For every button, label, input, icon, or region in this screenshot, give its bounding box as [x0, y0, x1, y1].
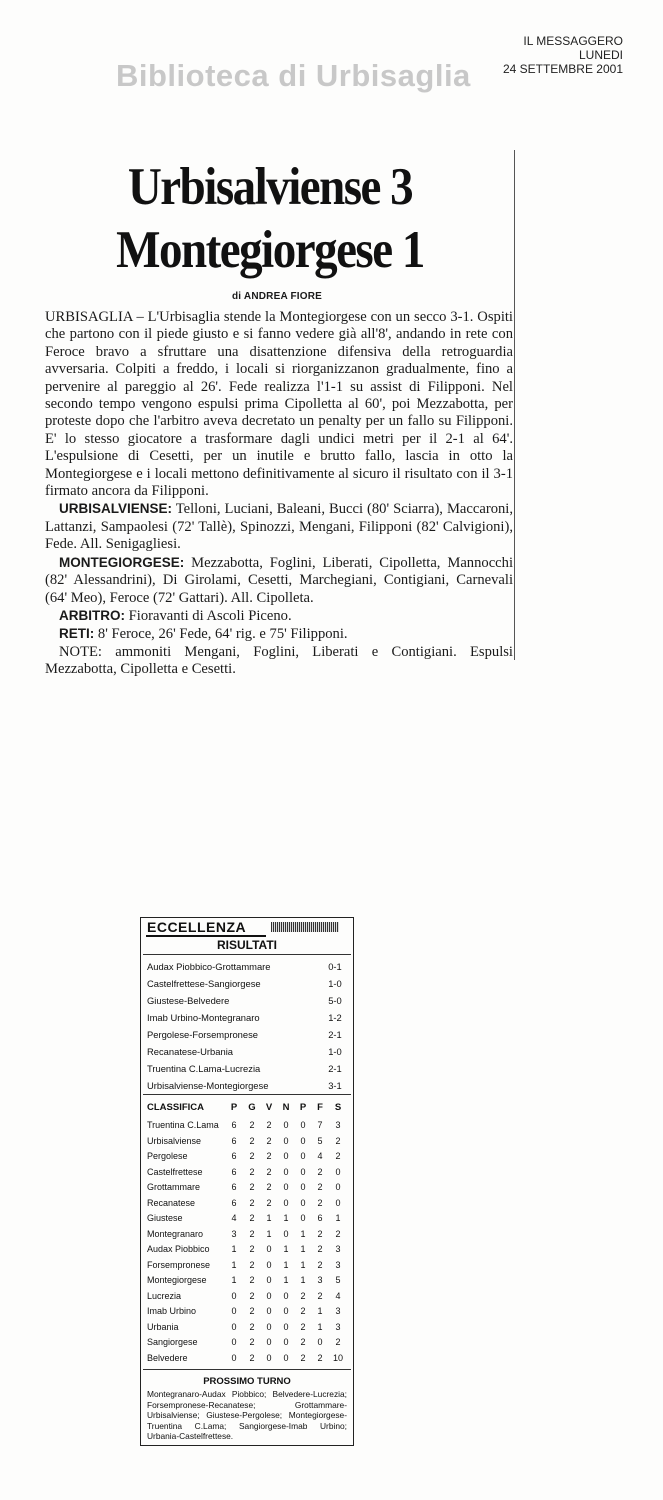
standings-cell: 0	[231, 1337, 237, 1347]
standings-cell: 0	[283, 1352, 289, 1363]
standings-team: Audax Piobbico	[147, 1244, 210, 1254]
newspaper-date: 24 SETTEMBRE 2001	[502, 62, 623, 76]
standings-cell: 2	[249, 1352, 255, 1363]
standings-column-header: P	[299, 1102, 307, 1113]
result-row	[141, 1009, 353, 1026]
standings-cell: 1	[266, 1213, 272, 1223]
standings-cell: 2	[317, 1166, 323, 1177]
standings-cell: 2	[249, 1120, 255, 1130]
result-score: 5-0	[328, 995, 342, 1006]
lineup-away	[45, 554, 513, 607]
standings-cell: 0	[231, 1352, 237, 1363]
result-match: Truentina C.Lama-Lucrezia	[147, 1063, 261, 1074]
referee-line	[45, 607, 513, 625]
standings-cell: 1	[317, 1306, 323, 1316]
goals-line	[45, 625, 513, 643]
result-score: 1-2	[328, 1012, 342, 1023]
standings-cell: 0	[283, 1151, 289, 1161]
standings-cell: 2	[335, 1135, 341, 1146]
result-row	[141, 992, 353, 1009]
standings-row	[141, 1165, 353, 1181]
library-watermark: Biblioteca di Urbisaglia	[116, 58, 471, 93]
standings-team: Pergolese	[147, 1151, 188, 1161]
standings-column-header: P	[230, 1102, 238, 1113]
standings-cell: 1	[231, 1275, 237, 1285]
standings-cell: 2	[249, 1321, 255, 1332]
standings-cell: 2	[249, 1228, 255, 1239]
standings-cell: 2	[335, 1151, 341, 1161]
goals-label: RETI:	[59, 626, 95, 642]
standings-cell: 0	[300, 1166, 306, 1177]
article-byline: di ANDREA FIORE	[232, 291, 323, 302]
standings-cell: 0	[335, 1166, 341, 1177]
standings-team: Sangiorgese	[147, 1337, 198, 1347]
headline-line-2: Montegiorgese 1	[116, 220, 424, 280]
standings-row	[141, 1289, 353, 1305]
standings-row	[141, 1227, 353, 1243]
standings-cell: 4	[317, 1151, 323, 1161]
standings-cell: 1	[300, 1244, 306, 1254]
standings-team: Urbisalviense	[147, 1135, 202, 1146]
standings-cell: 2	[249, 1275, 255, 1285]
standings-cell: 7	[317, 1120, 323, 1130]
standings-cell: 0	[300, 1151, 306, 1161]
lineup-away-label: MONTEGIORGESE:	[59, 554, 185, 570]
standings-cell: 2	[300, 1352, 306, 1363]
standings-cell: 0	[231, 1290, 237, 1301]
standings-cell: 2	[335, 1228, 341, 1239]
standings-cell: 1	[300, 1275, 306, 1285]
standings-cell: 0	[266, 1352, 272, 1363]
standings-cell: 0	[266, 1275, 272, 1285]
lineup-away-text: Mezzabotta, Foglini, Liberati, Cipolletta, Mannocchi (82' Alessandrini), Di Girolami, Cesetti, Marchegiani, Contigiani, Carnevali (64' Meo), Feroce (72' Gattari). All. Cipolleta.	[45, 554, 513, 606]
standings-cell: 2	[317, 1352, 323, 1363]
result-score: 3-1	[328, 1080, 342, 1091]
standings-cell: 2	[317, 1290, 323, 1301]
standings-cell: 0	[283, 1166, 289, 1177]
standings-row	[141, 1149, 353, 1165]
standings-cell: 3	[231, 1228, 237, 1239]
headline-line-1: Urbisalviense 3	[127, 158, 413, 217]
standings-team: Grottammare	[147, 1182, 201, 1192]
standings-team: Forsempronese	[147, 1259, 211, 1270]
standings-cell: 0	[317, 1337, 323, 1347]
newspaper-day: LUNEDI	[578, 48, 623, 62]
result-row	[141, 1026, 353, 1043]
standings-row	[141, 1320, 353, 1336]
standings-cell: 1	[283, 1213, 289, 1223]
standings-team: Giustese	[147, 1213, 183, 1223]
standings-cell: 3	[335, 1321, 341, 1332]
result-match: Audax Piobbico-Grottammare	[147, 961, 271, 972]
referee-text: Fioravanti di Ascoli Piceno.	[125, 607, 292, 624]
standings-cell: 0	[266, 1244, 272, 1254]
goals-text: 8' Feroce, 26' Fede, 64' rig. e 75' Filipponi.	[94, 626, 348, 643]
standings-table	[141, 1118, 353, 1366]
standings-cell: 1	[283, 1259, 289, 1270]
divider	[143, 1369, 351, 1370]
standings-cell: 2	[249, 1213, 255, 1223]
lineup-home-text: Telloni, Luciani, Baleani, Bucci (80' Sciarra), Maccaroni, Lattanzi, Sampaolesi (72' Tallè), Spinozzi, Mengani, Filipponi (82' Calvigioni), Fede. All. Senigagliesi.	[45, 501, 513, 553]
standings-cell: 1	[300, 1228, 306, 1239]
eccellenza-box	[140, 917, 354, 1446]
standings-cell: 0	[231, 1306, 237, 1316]
standings-cell: 0	[283, 1306, 289, 1316]
standings-cell: 1	[266, 1228, 272, 1239]
standings-row	[141, 1134, 353, 1150]
standings-cell: 1	[231, 1259, 237, 1270]
standings-cell: 2	[249, 1151, 255, 1161]
standings-cell: 2	[266, 1120, 272, 1130]
standings-cell: 2	[266, 1151, 272, 1161]
standings-cell: 3	[317, 1275, 323, 1285]
standings-team: Urbania	[147, 1321, 179, 1332]
newspaper-masthead	[503, 34, 623, 76]
standings-row	[141, 1180, 353, 1196]
result-row	[141, 958, 353, 975]
hatch-decoration	[271, 922, 339, 932]
result-score: 1-0	[328, 978, 342, 989]
standings-cell: 3	[335, 1306, 341, 1316]
standings-header	[141, 1098, 353, 1118]
standings-cell: 2	[249, 1182, 255, 1192]
result-row	[141, 975, 353, 992]
standings-team: Truentina C.Lama	[147, 1120, 219, 1130]
standings-column-header: G	[248, 1102, 256, 1113]
standings-cell: 1	[317, 1321, 323, 1332]
standings-column-header: F	[317, 1102, 323, 1113]
standings-cell: 2	[317, 1259, 323, 1270]
standings-column-header: N	[282, 1102, 290, 1113]
eccellenza-title: ECCELLENZA	[147, 919, 247, 935]
standings-cell: 5	[317, 1135, 323, 1146]
standings-title: CLASSIFICA	[147, 1102, 204, 1113]
article-body	[45, 309, 513, 679]
standings-team: Montegranaro	[147, 1228, 204, 1239]
standings-cell: 6	[231, 1151, 237, 1161]
standings-cell: 0	[283, 1228, 289, 1239]
standings-cell: 2	[300, 1290, 306, 1301]
standings-cell: 2	[266, 1182, 272, 1192]
standings-cell: 0	[300, 1213, 306, 1223]
standings-cell: 4	[335, 1290, 341, 1301]
standings-cell: 0	[283, 1135, 289, 1146]
standings-cell: 4	[231, 1213, 237, 1223]
result-row	[141, 1043, 353, 1060]
standings-row	[141, 1258, 353, 1274]
result-score: 1-0	[328, 1046, 342, 1057]
divider	[143, 954, 351, 955]
standings-cell: 6	[317, 1213, 323, 1223]
standings-row	[141, 1211, 353, 1227]
standings-cell: 0	[300, 1120, 306, 1130]
standings-row	[141, 1351, 353, 1367]
result-match: Pergolese-Forsempronese	[147, 1029, 258, 1040]
standings-cell: 2	[266, 1166, 272, 1177]
standings-team: Recanatese	[147, 1197, 196, 1208]
standings-row	[141, 1304, 353, 1320]
standings-row	[141, 1242, 353, 1258]
standings-cell: 3	[335, 1120, 341, 1130]
standings-row	[141, 1273, 353, 1289]
standings-team: Belvedere	[147, 1352, 188, 1363]
standings-cell: 0	[283, 1337, 289, 1347]
standings-cell: 1	[335, 1213, 341, 1223]
article-paragraph: URBISAGLIA – L'Urbisaglia stende la Montegiorgese con un secco 3-1. Ospiti che partono con il piede giusto e si fanno vedere già all'8', andando in rete con Feroce bravo a sfruttare una disattenzione difensiva della retroguardia avversaria. Colpiti a freddo, i locali si riorganizzanon gradualmente, fino a pervenire al pareggio al 26'. Fede realizza l'1-1 su assist di Filipponi. Nel secondo tempo vengono espulsi prima Cipolletta al 60', poi Mezzabotta, per proteste dopo che l'arbitro aveva decretato un penalty per un fallo su Filipponi. E' lo stesso giocatore a trasformare dagli undici metri per il 2-1 al 64'. L'espulsione di Cesetti, per un inutile e brutto fallo, lascia in otto la Montegiorgese e i locali mettono definitivamente al sicuro il risultato con il 3-1 firmato ancora da Filipponi.	[45, 309, 513, 500]
standings-cell: 2	[266, 1197, 272, 1208]
standings-cell: 2	[300, 1321, 306, 1332]
standings-team: Castelfrettese	[147, 1166, 203, 1177]
standings-cell: 0	[266, 1259, 272, 1270]
lineup-home	[45, 500, 513, 553]
standings-team: Lucrezia	[147, 1290, 182, 1301]
result-score: 0-1	[328, 961, 342, 972]
standings-cell: 0	[283, 1120, 289, 1130]
standings-cell: 2	[335, 1337, 341, 1347]
standings-team: Imab Urbino	[147, 1306, 197, 1316]
lineup-home-label: URBISALVIENSE:	[59, 501, 173, 517]
result-score: 2-1	[328, 1063, 342, 1074]
column-rule	[514, 150, 515, 660]
standings-cell: 2	[249, 1306, 255, 1316]
result-match: Recanatese-Urbania	[147, 1046, 233, 1057]
standings-column-header: V	[265, 1102, 273, 1113]
standings-cell: 0	[266, 1337, 272, 1347]
standings-cell: 2	[249, 1259, 255, 1270]
standings-cell: 2	[300, 1306, 306, 1316]
standings-cell: 6	[231, 1197, 237, 1208]
standings-cell: 2	[249, 1197, 255, 1208]
standings-cell: 6	[231, 1135, 237, 1146]
results-list	[141, 958, 353, 1094]
eccellenza-title-row	[141, 918, 353, 936]
standings-cell: 6	[231, 1120, 237, 1130]
standings-cell: 2	[317, 1228, 323, 1239]
standings-cell: 0	[266, 1321, 272, 1332]
article-headline	[40, 156, 500, 281]
result-match: Urbisalviense-Montegiorgese	[147, 1080, 269, 1091]
standings-cell: 0	[283, 1290, 289, 1301]
standings-cell: 2	[249, 1135, 255, 1146]
standings-row	[141, 1118, 353, 1134]
newspaper-name: IL MESSAGGERO	[523, 34, 623, 48]
next-round-title: PROSSIMO TURNO	[203, 1376, 291, 1387]
standings-cell: 0	[300, 1135, 306, 1146]
standings-cell: 2	[249, 1166, 255, 1177]
standings-cell: 1	[283, 1275, 289, 1285]
standings-cell: 0	[335, 1182, 341, 1192]
standings-cell: 6	[231, 1182, 237, 1192]
standings-team: Montegiorgese	[147, 1275, 207, 1285]
standings-cell: 10	[332, 1352, 343, 1363]
divider	[143, 1094, 351, 1095]
standings-cell: 2	[249, 1244, 255, 1254]
standings-cell: 0	[283, 1321, 289, 1332]
standings-cell: 2	[317, 1197, 323, 1208]
standings-cell: 0	[283, 1197, 289, 1208]
result-score: 2-1	[328, 1029, 342, 1040]
standings-cell: 0	[300, 1197, 306, 1208]
standings-cell: 0	[266, 1306, 272, 1316]
result-match: Castelfrettese-Sangiorgese	[147, 978, 261, 989]
standings-cell: 2	[317, 1182, 323, 1192]
referee-label: ARBITRO:	[59, 607, 125, 623]
standings-row	[141, 1335, 353, 1351]
result-row	[141, 1060, 353, 1077]
results-title: RISULTATI	[217, 938, 277, 952]
standings-cell: 2	[249, 1290, 255, 1301]
standings-cell: 2	[317, 1244, 323, 1254]
standings-row	[141, 1196, 353, 1212]
standings-cell: 2	[249, 1337, 255, 1347]
standings-cell: 3	[335, 1259, 341, 1270]
standings-cell: 6	[231, 1166, 237, 1177]
standings-cell: 2	[300, 1337, 306, 1347]
standings-cell: 0	[283, 1182, 289, 1192]
standings-cell: 3	[335, 1244, 341, 1254]
next-round-fixtures: Montegranaro-Audax Piobbico; Belvedere-Lucrezia; Forsempronese-Recanatese; Grottammare-Urbisalviense; Giustese-Pergolese; Montegiorgese-Truentina C.Lama; Sangiorgese-Imab Urbino; Urbania-Castelfrettese.	[147, 1389, 347, 1441]
standings-cell: 1	[300, 1259, 306, 1270]
title-underline	[146, 935, 266, 937]
result-match: Imab Urbino-Montegranaro	[147, 1012, 260, 1023]
notes-line: NOTE: ammoniti Mengani, Foglini, Liberati e Contigiani. Espulsi Mezzabotta, Cipolletta e Cesetti.	[45, 643, 513, 678]
standings-cell: 1	[283, 1244, 289, 1254]
standings-cell: 0	[266, 1290, 272, 1301]
standings-cell: 5	[335, 1275, 341, 1285]
standings-cell: 1	[231, 1244, 237, 1254]
standings-cell: 0	[231, 1321, 237, 1332]
standings-column-header: S	[334, 1102, 342, 1113]
standings-cell: 0	[300, 1182, 306, 1192]
result-match: Giustese-Belvedere	[147, 995, 230, 1006]
standings-cell: 2	[266, 1135, 272, 1146]
standings-cell: 0	[335, 1197, 341, 1208]
result-row	[141, 1077, 353, 1094]
